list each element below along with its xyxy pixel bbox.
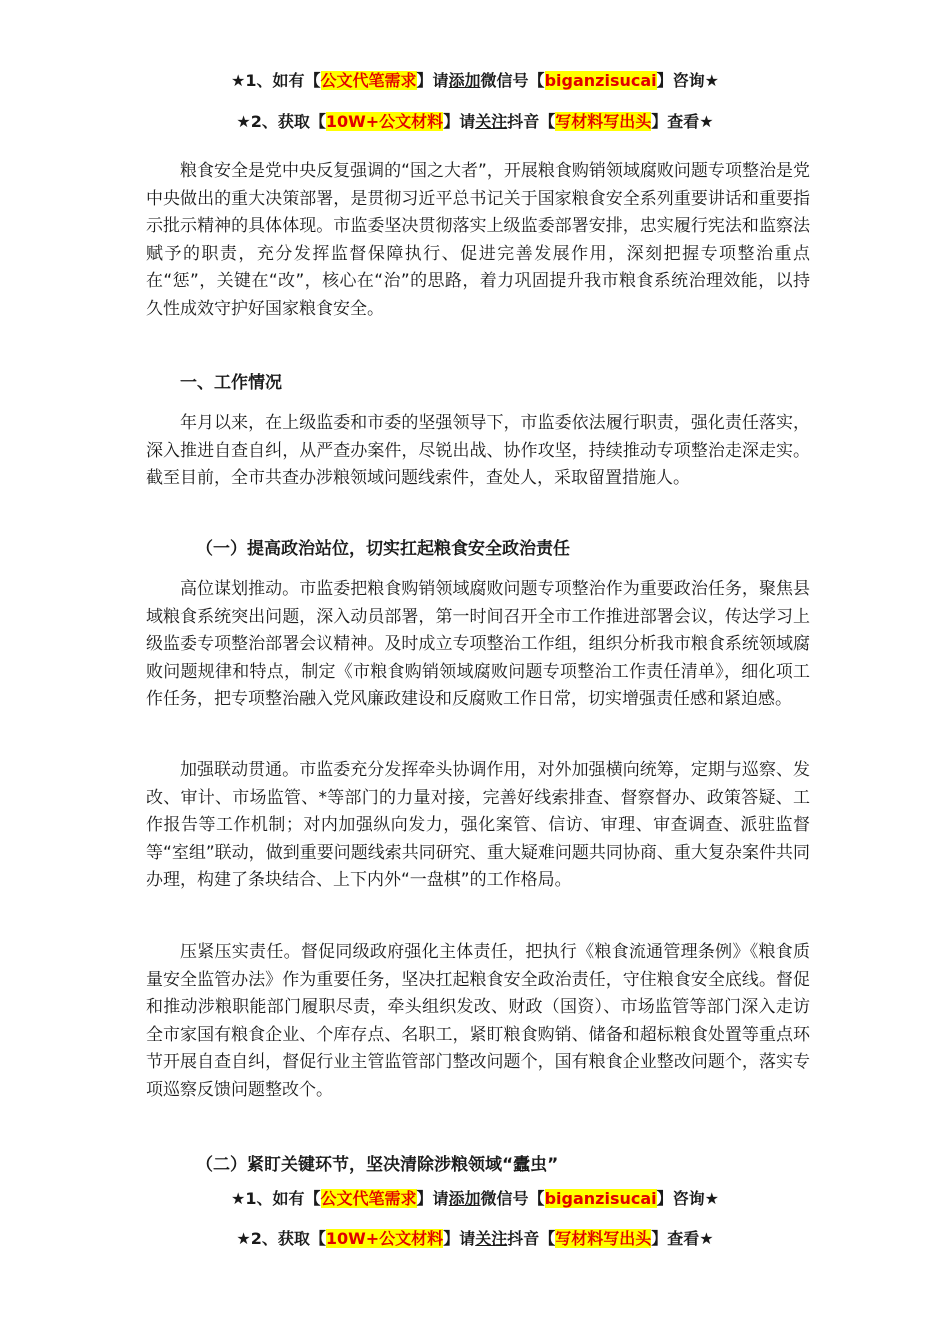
banner-text: 抖音【 — [507, 112, 556, 131]
promo-banner-bottom-2 — [0, 1228, 950, 1250]
body-paragraph: 加强联动贯通。市监委充分发挥牵头协调作用，对外加强横向统筹，定期与巡察、发改、审计、市场监管、*等部门的力量对接，完善好线索排查、督察督办、政策答疑、工作报告等工作机制；对内加强纵向发力，强化案管、信访、审理、审查调查、派驻监督等“室组”联动，做到重要问题线索共同研究、重大疑难问题共同协商、重大复杂案件共同办理，构建了条块结合、上下内外“一盘棋”的工作格局。 — [146, 760, 810, 891]
highlight-service: 公文代笔需求 — [320, 71, 417, 90]
banner-underlined: 关注 — [475, 1229, 508, 1248]
body-paragraph: 压紧压实责任。督促同级政府强化主体责任，把执行《粮食流通管理条例》《粮食质量安全监管办法》作为重要任务，坚决扛起粮食安全政治责任，守住粮食安全底线。督促和推动涉粮职能部门履职尽责，牵头组织发改、财政（国资）、市场监管等部门深入走访全市家国有粮食企业、个库存点、名职工，紧盯粮食购销、储备和超标粮食处置等重点环节开展自查自纠，督促行业主管监管部门整改问题个，国有粮食企业整改问题个，落实专项巡察反馈问题整改个。 — [146, 942, 810, 1100]
banner-underlined: 添加 — [448, 71, 481, 90]
banner-text: 】查看★ — [651, 112, 714, 131]
banner-text: 抖音【 — [507, 1229, 556, 1248]
highlight-service: 公文代笔需求 — [320, 1189, 417, 1208]
banner-text: 微信号【 — [480, 71, 545, 90]
promo-banner-top-2 — [0, 111, 950, 133]
intro-paragraph: 粮食安全是党中央反复强调的“国之大者”，开展粮食购销领域腐败问题专项整治是党中央做出的重大决策部署，是贯彻习近平总书记关于国家粮食安全系列重要讲话和重要指示批示精神的具体体现。市监委坚决贯彻落实上级监委部署安排，忠实履行宪法和监察法赋予的职责，充分发挥监督保障执行、促进完善发展作用，深刻把握专项整治重点在“惩”，关键在“改”，核心在“治”的思路，着力巩固提升我市粮食系统治理效能，以持久性成效守护好国家粮食安全。 — [146, 161, 810, 319]
banner-text: 微信号【 — [480, 1189, 545, 1208]
promo-banner-bottom-1 — [0, 1188, 950, 1210]
highlight-materials: 10W+公文材料 — [325, 1229, 444, 1248]
banner-text: 】咨询★ — [656, 1189, 719, 1208]
banner-text: 】请 — [443, 112, 476, 131]
subsection-heading: （一）提高政治站位，切实扛起粮食安全政治责任 — [196, 539, 570, 559]
banner-underlined: 添加 — [448, 1189, 481, 1208]
banner-text: 】咨询★ — [656, 71, 719, 90]
banner-text: 】请 — [416, 71, 449, 90]
banner-text: ★2、获取【 — [236, 1229, 326, 1248]
subsection-heading: （二）紧盯关键环节，坚决清除涉粮领域“蠹虫” — [196, 1155, 559, 1175]
banner-text: ★1、如有【 — [231, 1189, 321, 1208]
banner-text: 】请 — [416, 1189, 449, 1208]
banner-text: 】查看★ — [651, 1229, 714, 1248]
banner-text: ★1、如有【 — [231, 71, 321, 90]
promo-banner-top-1 — [0, 70, 950, 92]
body-paragraph: 高位谋划推动。市监委把粮食购销领域腐败问题专项整治作为重要政治任务，聚焦县域粮食系统突出问题，深入动员部署，第一时间召开全市工作推进部署会议，传达学习上级监委专项整治部署会议精神。及时成立专项整治工作组，组织分析我市粮食系统领域腐败问题规律和特点，制定《市粮食购销领域腐败问题专项整治工作责任清单》，细化项工作任务，把专项整治融入党风廉政建设和反腐败工作日常，切实增强责任感和紧迫感。 — [146, 579, 810, 710]
banner-underlined: 关注 — [475, 112, 508, 131]
highlight-douyin-account: 写材料写出头 — [555, 112, 652, 131]
section-heading: 一、工作情况 — [180, 373, 282, 393]
highlight-materials: 10W+公文材料 — [325, 112, 444, 131]
highlight-douyin-account: 写材料写出头 — [555, 1229, 652, 1248]
work-summary-paragraph: 年月以来，在上级监委和市委的坚强领导下，市监委依法履行职责，强化责任落实，深入推进自查自纠，从严查办案件，尽锐出战、协作攻坚，持续推动专项整治走深走实。截至目前，全市共查办涉粮领域问题线索件，查处人，采取留置措施人。 — [146, 413, 810, 489]
highlight-wechat-id: biganzisucai — [544, 1189, 657, 1208]
banner-text: 】请 — [443, 1229, 476, 1248]
banner-text: ★2、获取【 — [236, 112, 326, 131]
highlight-wechat-id: biganzisucai — [544, 71, 657, 90]
